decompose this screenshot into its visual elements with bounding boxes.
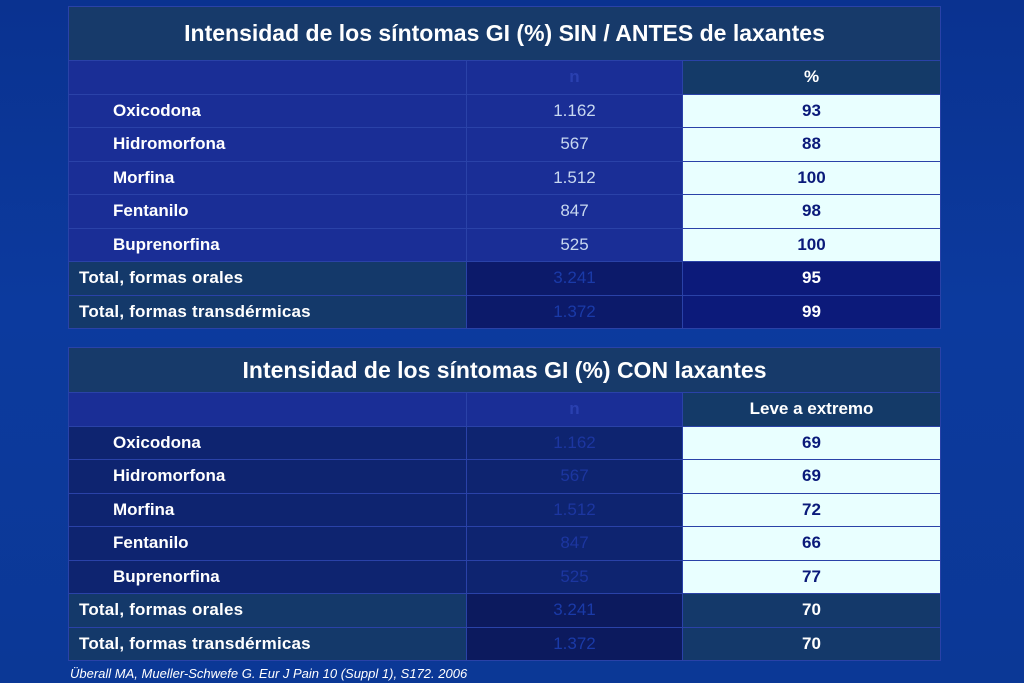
total-row bbox=[69, 295, 941, 329]
n-value: 567 bbox=[467, 128, 683, 162]
total-label: Total, formas orales bbox=[69, 594, 467, 628]
total-label: Total, formas orales bbox=[69, 262, 467, 296]
drug-name: Oxicodona bbox=[69, 94, 467, 128]
percent-value: 98 bbox=[683, 195, 941, 229]
total-severity-value: 70 bbox=[683, 627, 941, 661]
table-row bbox=[69, 128, 941, 162]
header-name-cell bbox=[69, 393, 467, 427]
total-percent-value: 99 bbox=[683, 295, 941, 329]
total-row bbox=[69, 594, 941, 628]
table-row bbox=[69, 527, 941, 561]
drug-name: Buprenorfina bbox=[69, 560, 467, 594]
severity-value: 66 bbox=[683, 527, 941, 561]
drug-name: Buprenorfina bbox=[69, 228, 467, 262]
total-label: Total, formas transdérmicas bbox=[69, 627, 467, 661]
header-n-cell: n bbox=[467, 393, 683, 427]
header-name-cell bbox=[69, 61, 467, 95]
severity-value: 77 bbox=[683, 560, 941, 594]
total-row bbox=[69, 627, 941, 661]
n-value: 567 bbox=[467, 460, 683, 494]
n-value: 1.512 bbox=[467, 161, 683, 195]
total-n-value: 1.372 bbox=[467, 627, 683, 661]
header-value-cell: Leve a extremo bbox=[683, 393, 941, 427]
header-value-cell: % bbox=[683, 61, 941, 95]
n-value: 525 bbox=[467, 228, 683, 262]
drug-name: Fentanilo bbox=[69, 195, 467, 229]
n-value: 1.512 bbox=[467, 493, 683, 527]
severity-value: 69 bbox=[683, 426, 941, 460]
table-row bbox=[69, 460, 941, 494]
n-value: 525 bbox=[467, 560, 683, 594]
drug-name: Morfina bbox=[69, 161, 467, 195]
total-percent-value: 95 bbox=[683, 262, 941, 296]
symptoms-without-laxatives-table bbox=[68, 6, 941, 329]
total-n-value: 3.241 bbox=[467, 594, 683, 628]
total-n-value: 1.372 bbox=[467, 295, 683, 329]
percent-value: 100 bbox=[683, 228, 941, 262]
drug-name: Fentanilo bbox=[69, 527, 467, 561]
table-row bbox=[69, 426, 941, 460]
header-n-cell: n bbox=[467, 61, 683, 95]
severity-value: 72 bbox=[683, 493, 941, 527]
table-row bbox=[69, 94, 941, 128]
percent-value: 88 bbox=[683, 128, 941, 162]
total-row bbox=[69, 262, 941, 296]
n-value: 847 bbox=[467, 195, 683, 229]
n-value: 1.162 bbox=[467, 426, 683, 460]
table-row bbox=[69, 228, 941, 262]
table-title: Intensidad de los síntomas GI (%) SIN / ANTES de laxantes bbox=[69, 7, 941, 61]
drug-name: Hidromorfona bbox=[69, 128, 467, 162]
citation: Überall MA, Mueller-Schwefe G. Eur J Pain 10 (Suppl 1), S172. 2006 bbox=[70, 666, 468, 681]
table-row bbox=[69, 560, 941, 594]
n-value: 847 bbox=[467, 527, 683, 561]
table-row bbox=[69, 195, 941, 229]
severity-value: 69 bbox=[683, 460, 941, 494]
table-header-row bbox=[69, 393, 941, 427]
table-row bbox=[69, 493, 941, 527]
drug-name: Hidromorfona bbox=[69, 460, 467, 494]
drug-name: Oxicodona bbox=[69, 426, 467, 460]
table-title: Intensidad de los síntomas GI (%) CON laxantes bbox=[69, 348, 941, 393]
table-header-row bbox=[69, 61, 941, 95]
table-row bbox=[69, 161, 941, 195]
total-severity-value: 70 bbox=[683, 594, 941, 628]
total-n-value: 3.241 bbox=[467, 262, 683, 296]
drug-name: Morfina bbox=[69, 493, 467, 527]
symptoms-with-laxatives-table bbox=[68, 347, 941, 661]
percent-value: 100 bbox=[683, 161, 941, 195]
total-label: Total, formas transdérmicas bbox=[69, 295, 467, 329]
percent-value: 93 bbox=[683, 94, 941, 128]
n-value: 1.162 bbox=[467, 94, 683, 128]
